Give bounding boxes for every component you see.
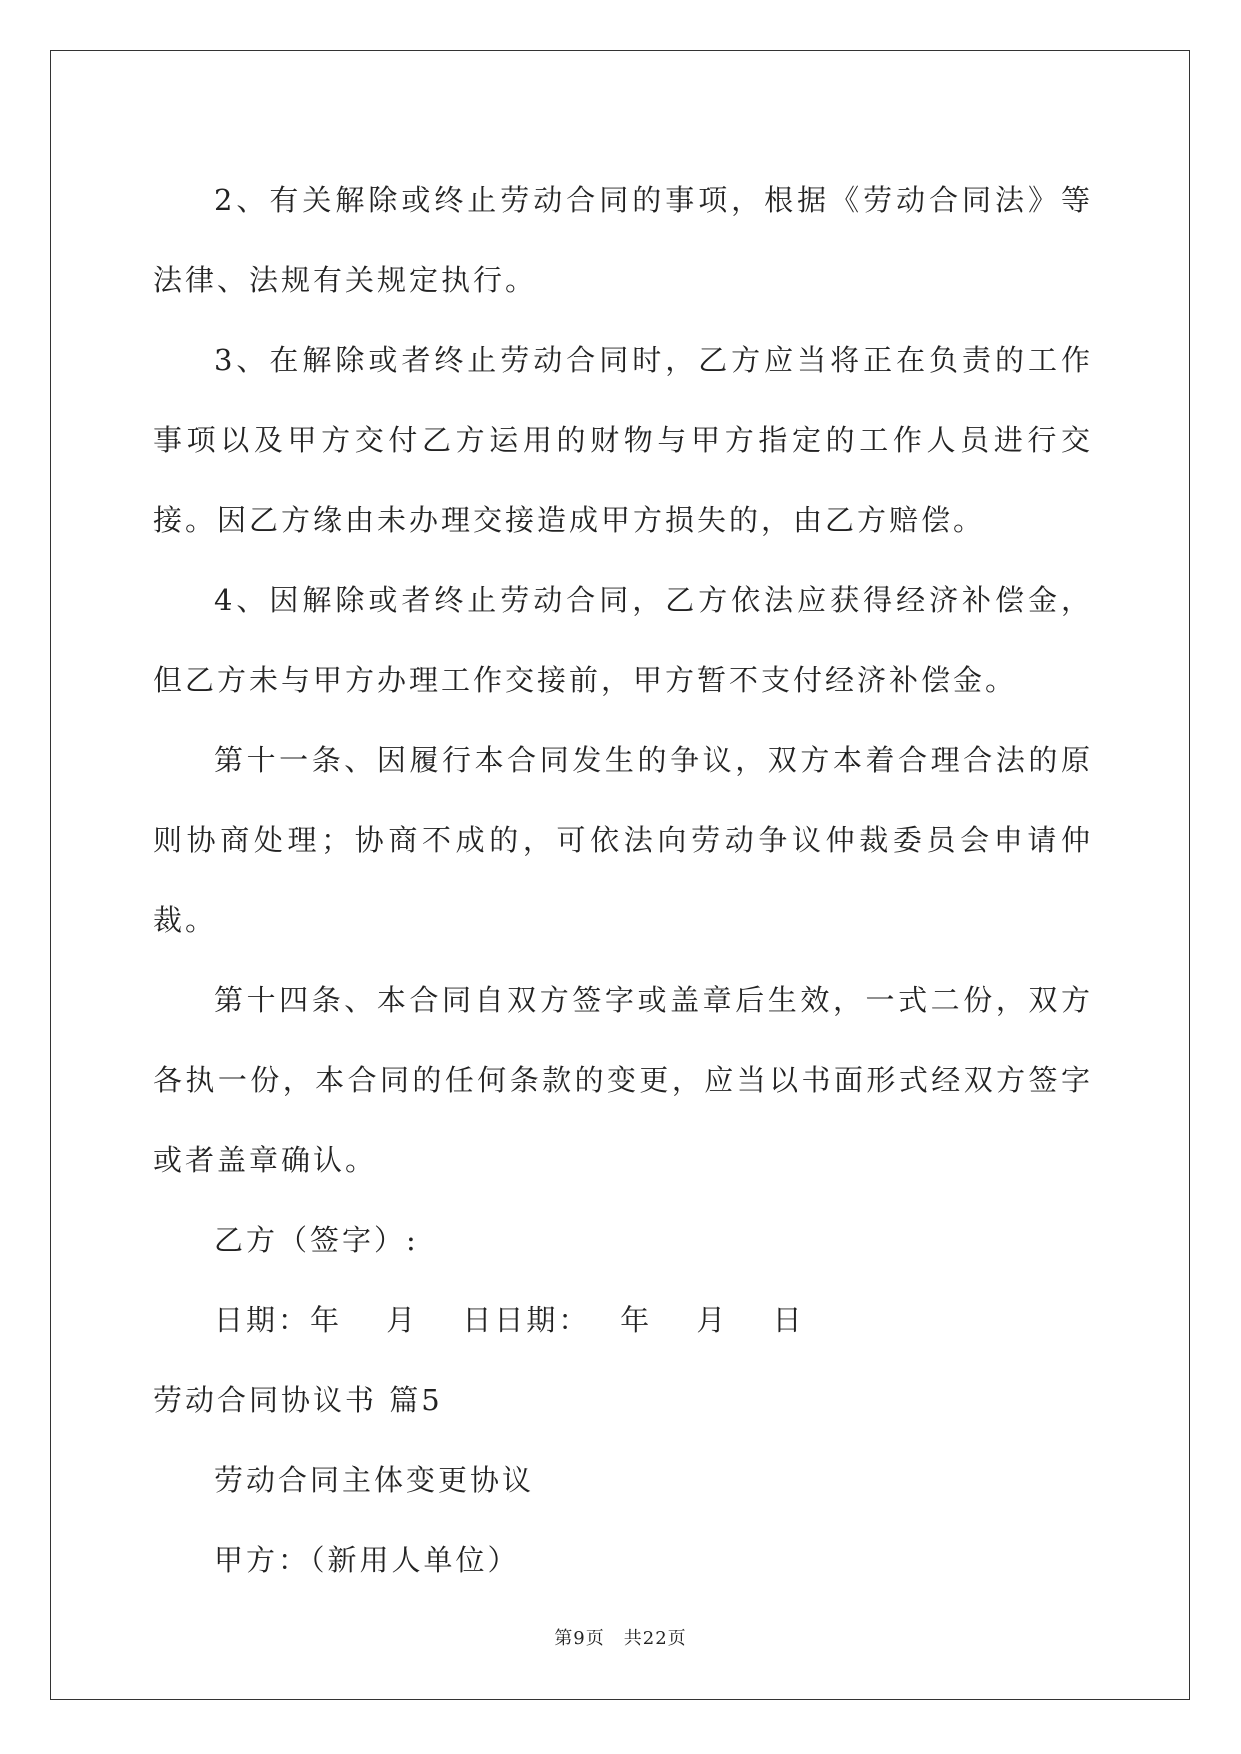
paragraph-handover: 3、在解除或者终止劳动合同时，乙方应当将正在负责的工作事项以及甲方交付乙方运用的财物与甲方指定的工作人员进行交接。因乙方缘由未办理交接造成甲方损失的，由乙方赔偿。 bbox=[153, 343, 1093, 537]
date-line: 日期：年 月 日日期： 年 月 日 bbox=[214, 1303, 805, 1337]
paragraph-compensation: 4、因解除或者终止劳动合同，乙方依法应获得经济补偿金，但乙方未与甲方办理工作交接前，甲方暂不支付经济补偿金。 bbox=[153, 583, 1093, 697]
signature-line: 乙方（签字）: bbox=[214, 1223, 419, 1257]
paragraph-article-11: 第十一条、因履行本合同发生的争议，双方本着合理合法的原则协商处理；协商不成的，可依法向劳动争议仲裁委员会申请仲裁。 bbox=[153, 743, 1093, 937]
party-a-line: 甲方：（新用人单位） bbox=[214, 1543, 520, 1577]
section-heading: 劳动合同协议书 篇5 bbox=[153, 1383, 443, 1417]
agreement-subtitle: 劳动合同主体变更协议 bbox=[214, 1463, 535, 1497]
page-number-footer: 第9页 共22页 bbox=[554, 1628, 687, 1649]
document-body bbox=[153, 160, 1093, 1600]
paragraph-article-14: 第十四条、本合同自双方签字或盖章后生效，一式二份，双方各执一份，本合同的任何条款的变更，应当以书面形式经双方签字或者盖章确认。 bbox=[153, 983, 1093, 1177]
paragraph-termination-rules: 2、有关解除或终止劳动合同的事项，根据《劳动合同法》等法律、法规有关规定执行。 bbox=[153, 183, 1093, 297]
